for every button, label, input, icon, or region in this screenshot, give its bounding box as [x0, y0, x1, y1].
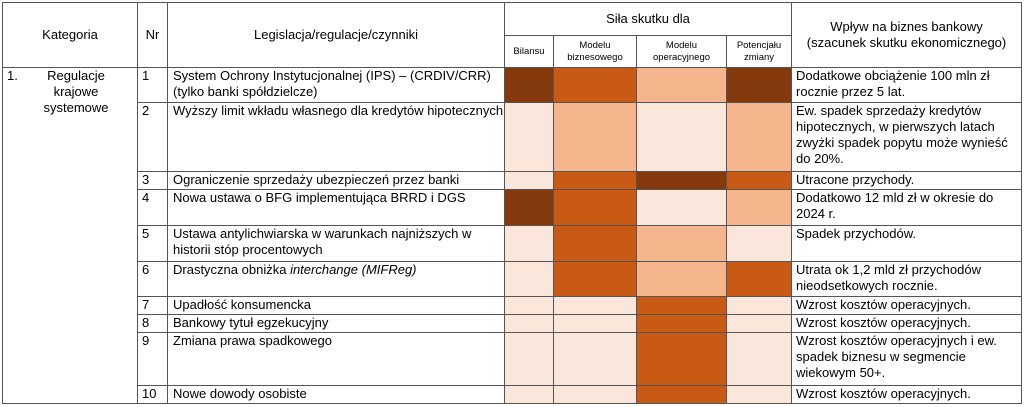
row-legislation	[168, 262, 505, 297]
severity-business-model	[554, 190, 637, 226]
table-row	[3, 103, 1022, 172]
table-row	[3, 315, 1022, 333]
header-impact-operating-model	[637, 36, 727, 68]
row-nr: 10	[138, 386, 168, 404]
row-legislation	[168, 226, 505, 262]
row-effect: Dodatkowe obciążenie 100 mln zł rocznie przez 5 lat.	[792, 68, 1022, 103]
header-category: Kategoria	[3, 3, 138, 68]
severity-balance	[505, 315, 554, 333]
header-impact-change-potential-line2: zmiany	[743, 51, 775, 63]
header-impact-balance: Bilansu	[505, 36, 554, 68]
severity-operating-model	[637, 386, 727, 404]
header-legislation: Legislacja/regulacje/czynniki	[168, 3, 505, 68]
table-row	[3, 68, 1022, 103]
row-legislation-text: Wyższy limit wkładu własnego dla kredytów hipotecznych	[173, 103, 504, 118]
row-legislation-text: Drastyczna obniżka	[173, 262, 291, 277]
severity-balance	[505, 297, 554, 315]
header-impact-operating-model-line1: Modelu	[665, 39, 698, 51]
severity-change-potential	[727, 262, 792, 297]
severity-balance	[505, 226, 554, 262]
row-legislation	[168, 103, 505, 172]
severity-change-potential	[727, 386, 792, 404]
header-impact-business-model	[554, 36, 637, 68]
severity-business-model	[554, 262, 637, 297]
table-row	[3, 262, 1022, 297]
row-nr: 6	[138, 262, 168, 297]
severity-business-model	[554, 386, 637, 404]
row-nr: 3	[138, 172, 168, 190]
row-nr: 1	[138, 68, 168, 103]
category-cell	[3, 68, 138, 404]
severity-operating-model	[637, 315, 727, 333]
header-impact-strength: Siła skutku dla	[505, 3, 792, 36]
severity-operating-model	[637, 262, 727, 297]
row-nr: 7	[138, 297, 168, 315]
row-legislation-text: Nowe dowody osobiste	[173, 386, 307, 401]
row-effect: Dodatkowo 12 mld zł w okresie do 2024 r.	[792, 190, 1022, 226]
row-effect: Spadek przychodów.	[792, 226, 1022, 262]
severity-balance	[505, 103, 554, 172]
header-impact-business-model-line1: Modelu	[579, 39, 611, 51]
row-legislation	[168, 386, 505, 404]
severity-change-potential	[727, 226, 792, 262]
severity-change-potential	[727, 172, 792, 190]
category-label	[33, 68, 119, 116]
row-legislation	[168, 172, 505, 190]
severity-balance	[505, 190, 554, 226]
row-legislation-text: System Ochrony Instytucjonalnej (IPS) – (CRDIV/CRR) (tylko banki spółdzielcze)	[173, 68, 491, 99]
table-body	[3, 68, 1022, 404]
severity-change-potential	[727, 333, 792, 386]
row-nr: 8	[138, 315, 168, 333]
row-effect: Wzrost kosztów operacyjnych i ew. spadek biznesu w segmencie wiekowym 50+.	[792, 333, 1022, 386]
row-legislation-text: Upadłość konsumencka	[173, 297, 312, 312]
severity-balance	[505, 68, 554, 103]
severity-business-model	[554, 315, 637, 333]
category-number: 1.	[7, 68, 18, 83]
row-effect: Wzrost kosztów operacyjnych.	[792, 386, 1022, 404]
row-nr: 9	[138, 333, 168, 386]
header-impact-business-model-line2: biznesowego	[567, 51, 623, 63]
category-label-line1: Regulacje	[47, 68, 105, 83]
regulation-impact-table	[2, 2, 1022, 404]
severity-operating-model	[637, 333, 727, 386]
row-legislation	[168, 315, 505, 333]
severity-operating-model	[637, 172, 727, 190]
severity-business-model	[554, 68, 637, 103]
header-impact-change-potential-line1: Potencjału	[736, 39, 782, 51]
row-effect: Wzrost kosztów operacyjnych.	[792, 315, 1022, 333]
row-nr: 5	[138, 226, 168, 262]
table-row	[3, 297, 1022, 315]
row-effect: Wzrost kosztów operacyjnych.	[792, 297, 1022, 315]
severity-change-potential	[727, 297, 792, 315]
row-effect: Utrata ok 1,2 mld zł przychodów nieodsetkowych rocznie.	[792, 262, 1022, 297]
row-legislation-text: Bankowy tytuł egzekucyjny	[173, 315, 329, 330]
severity-change-potential	[727, 103, 792, 172]
row-nr: 4	[138, 190, 168, 226]
table-row	[3, 333, 1022, 386]
row-legislation-text: Ograniczenie sprzedaży ubezpieczeń przez banki	[173, 172, 460, 187]
header-business-impact	[792, 3, 1022, 68]
row-effect: Utracone przychody.	[792, 172, 1022, 190]
row-nr: 2	[138, 103, 168, 172]
severity-business-model	[554, 333, 637, 386]
row-legislation	[168, 333, 505, 386]
category-label-line2: krajowe	[53, 84, 99, 99]
severity-business-model	[554, 297, 637, 315]
header-impact-operating-model-line2: operacyjnego	[652, 51, 711, 63]
table-row	[3, 226, 1022, 262]
severity-business-model	[554, 172, 637, 190]
severity-business-model	[554, 226, 637, 262]
severity-balance	[505, 333, 554, 386]
severity-operating-model	[637, 226, 727, 262]
row-effect: Ew. spadek sprzedaży kredytów hipotecznych, w pierwszych latach zwyżki spadek popytu może wynieść do 20%.	[792, 103, 1022, 172]
header-business-impact-line1: Wpływ na biznes bankowy	[830, 19, 983, 34]
severity-change-potential	[727, 190, 792, 226]
severity-change-potential	[727, 68, 792, 103]
row-legislation	[168, 190, 505, 226]
severity-operating-model	[637, 190, 727, 226]
row-legislation-text: Ustawa antylichwiarska w warunkach najniższych w historii stóp procentowych	[173, 226, 472, 257]
table-row	[3, 386, 1022, 404]
row-legislation-text: Nowa ustawa o BFG implementująca BRRD i DGS	[173, 190, 466, 205]
header-impact-change-potential	[727, 36, 792, 68]
severity-operating-model	[637, 68, 727, 103]
severity-business-model	[554, 103, 637, 172]
row-legislation	[168, 68, 505, 103]
severity-operating-model	[637, 297, 727, 315]
header-business-impact-line2: (szacunek skutku ekonomicznego)	[806, 35, 1007, 50]
row-legislation	[168, 297, 505, 315]
table-row	[3, 190, 1022, 226]
severity-balance	[505, 262, 554, 297]
category-label-line3: systemowe	[43, 100, 109, 115]
severity-change-potential	[727, 315, 792, 333]
row-legislation-italic: interchange (MIFReg)	[290, 262, 417, 277]
severity-balance	[505, 386, 554, 404]
severity-balance	[505, 172, 554, 190]
table-row	[3, 172, 1022, 190]
severity-operating-model	[637, 103, 727, 172]
header-nr: Nr	[138, 3, 168, 68]
row-legislation-text: Zmiana prawa spadkowego	[173, 333, 332, 348]
